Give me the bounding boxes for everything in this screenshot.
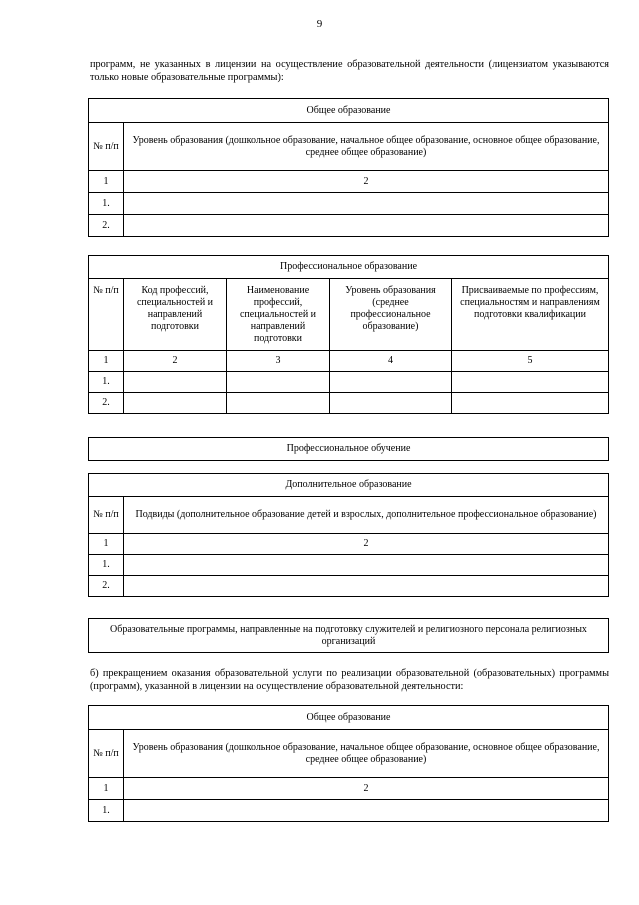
professional-education-title: Профессиональное образование: [89, 256, 609, 279]
column-subtypes-header: Подвиды (дополнительное образование детей и взрослых, дополнительное профессиональное образование): [124, 497, 609, 534]
row-number: 1.: [89, 800, 124, 822]
table-row: [89, 215, 609, 237]
column-index: 2: [124, 534, 609, 555]
general-education-table-b: [88, 705, 609, 822]
additional-education-title: Дополнительное образование: [89, 474, 609, 497]
table-row: [89, 393, 609, 414]
row-number: 1.: [89, 193, 124, 215]
row-number: 1.: [89, 555, 124, 576]
vocational-training-table: [88, 437, 609, 461]
general-education-title: Общее образование: [89, 706, 609, 730]
column-level-header: Уровень образования (дошкольное образование, начальное общее образование, основное общее образование, среднее общее образование): [124, 730, 609, 778]
empty-cell: [227, 372, 330, 393]
column-qualification-header: Присваиваемые по профессиям, специальностям и направлениям подготовки квалификации: [452, 279, 609, 351]
row-number: 1.: [89, 372, 124, 393]
religious-programs-table: [88, 618, 609, 653]
column-number-header: № п/п: [89, 730, 124, 778]
empty-cell: [330, 372, 452, 393]
column-level-header: Уровень образования (дошкольное образование, начальное общее образование, основное общее образование, среднее общее образование): [124, 123, 609, 171]
empty-cell: [124, 393, 227, 414]
empty-cell: [124, 193, 609, 215]
empty-cell: [227, 393, 330, 414]
column-index: 1: [89, 778, 124, 800]
row-number: 2.: [89, 393, 124, 414]
empty-cell: [452, 372, 609, 393]
empty-cell: [124, 800, 609, 822]
table-row: [89, 372, 609, 393]
vocational-training-title: Профессиональное обучение: [89, 438, 609, 461]
empty-cell: [330, 393, 452, 414]
row-number: 2.: [89, 576, 124, 597]
column-number-header: № п/п: [89, 497, 124, 534]
table-row: [89, 193, 609, 215]
column-code-header: Код профессий, специальностей и направлений подготовки: [124, 279, 227, 351]
section-b-paragraph: б) прекращением оказания образовательной услуги по реализации образовательной (образовательных) программы (программ), указанной в лицензии на осуществление образовательной деятельности:: [90, 668, 609, 692]
empty-cell: [124, 576, 609, 597]
intro-paragraph: программ, не указанных в лицензии на осуществление образовательной деятельности (лицензиатом указываются только новые образовательные программы):: [90, 59, 609, 83]
column-index: 1: [89, 351, 124, 372]
general-education-title: Общее образование: [89, 99, 609, 123]
column-index: 2: [124, 171, 609, 193]
column-number-header: № п/п: [89, 123, 124, 171]
general-education-table: [88, 98, 609, 237]
table-row: [89, 576, 609, 597]
column-name-header: Наименование профессий, специальностей и направлений подготовки: [227, 279, 330, 351]
column-index: 5: [452, 351, 609, 372]
additional-education-table: [88, 473, 609, 597]
column-index: 4: [330, 351, 452, 372]
professional-education-table: [88, 255, 609, 414]
column-index: 1: [89, 171, 124, 193]
table-row: [89, 800, 609, 822]
column-index: 3: [227, 351, 330, 372]
column-level-header: Уровень образования (среднее профессиональное образование): [330, 279, 452, 351]
empty-cell: [124, 555, 609, 576]
empty-cell: [124, 215, 609, 237]
column-index: 1: [89, 534, 124, 555]
column-index: 2: [124, 778, 609, 800]
column-number-header: № п/п: [89, 279, 124, 351]
religious-programs-title: Образовательные программы, направленные на подготовку служителей и религиозного персонала религиозных организаций: [89, 619, 609, 653]
empty-cell: [124, 372, 227, 393]
column-index: 2: [124, 351, 227, 372]
empty-cell: [452, 393, 609, 414]
row-number: 2.: [89, 215, 124, 237]
page-number: 9: [316, 18, 323, 30]
table-row: [89, 555, 609, 576]
